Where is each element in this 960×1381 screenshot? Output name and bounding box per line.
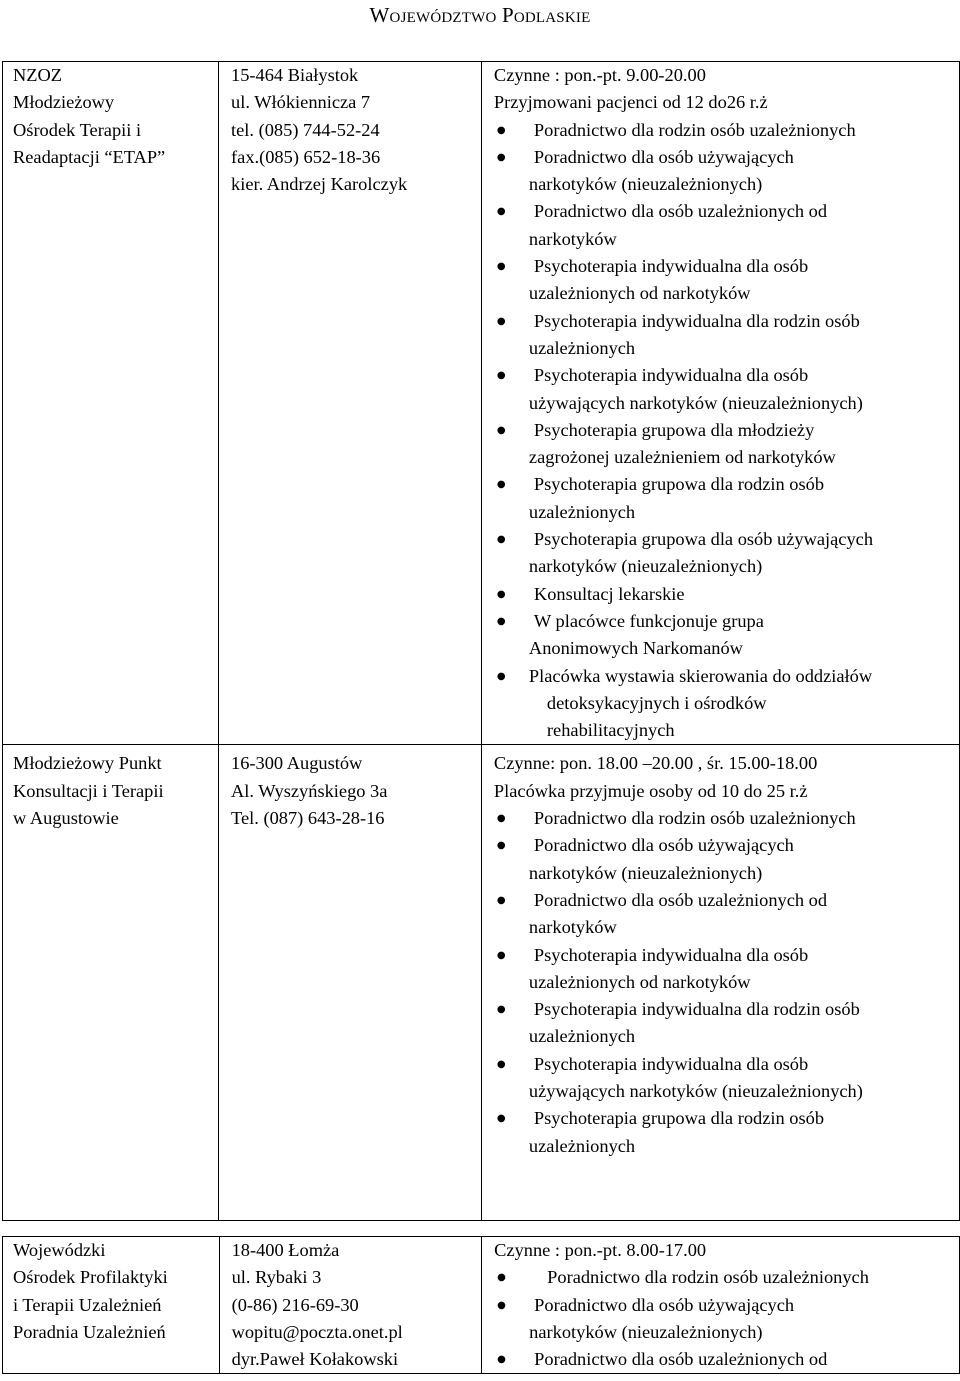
facility-services (481, 62, 959, 745)
service-item: ● Poradnictwo dla osób używających narkotyków (nieuzależnionych) (494, 1292, 959, 1347)
facility-contact (219, 62, 482, 745)
contact-line: tel. (085) 744-52-24 (231, 119, 380, 140)
age-line: Przyjmowani pacjenci od 12 do26 r.ż (493, 92, 768, 113)
service-item: ● Psychoterapia grupowa dla osób używających narkotyków (nieuzależnionych) (494, 526, 959, 581)
name-line: NZOZ (13, 65, 63, 85)
contact-line: 15-464 Białystok (231, 65, 359, 85)
facility-row-augustow (3, 745, 960, 1220)
facility-contact (219, 1237, 482, 1374)
name-line: Poradnia Uzależnień (13, 1321, 166, 1342)
facility-services (482, 1237, 960, 1374)
service-item: ● Psychoterapia indywidualna dla osób uzależnionych od narkotyków (494, 253, 959, 308)
page-title: Województwo Podlaskie (369, 3, 591, 27)
service-item: ● Psychoterapia indywidualna dla rodzin osób uzależnionych (494, 996, 959, 1051)
facility-name (3, 745, 219, 1220)
name-line: Młodzieżowy (13, 92, 115, 113)
contact-line: Tel. (087) 643-28-16 (231, 808, 385, 829)
service-item: ● Psychoterapia grupowa dla rodzin osób uzależnionych (494, 1105, 959, 1160)
service-item: ● Poradnictwo dla osób używających narkotyków (nieuzależnionych) (494, 832, 959, 887)
contact-line: ul. Włókiennicza 7 (231, 92, 371, 113)
service-item: ● Poradnictwo dla rodzin osób uzależnionych (494, 1264, 959, 1291)
services-list (494, 117, 959, 745)
service-item: ● Poradnictwo dla rodzin osób uzależnionych (494, 117, 959, 144)
service-item: ● Poradnictwo dla osób uzależnionych od (494, 1346, 959, 1373)
hours-line: Czynne : pon.-pt. 9.00-20.00 (493, 65, 706, 85)
facilities-table-continued (2, 1236, 960, 1374)
facilities-table (2, 61, 960, 1221)
name-line: Konsultacji i Terapii (13, 780, 164, 801)
services-list (494, 1264, 959, 1373)
facility-row-lomza (3, 1237, 960, 1374)
name-line: Ośrodek Terapii i (13, 119, 142, 140)
service-item: ● W placówce funkcjonuje grupa Anonimowych Narkomanów (494, 608, 959, 663)
service-item: ● Psychoterapia indywidualna dla osób uzależnionych od narkotyków (494, 942, 959, 997)
hours-line: Czynne: pon. 18.00 –20.00 , śr. 15.00-18.00 (493, 753, 818, 774)
name-line: Readaptacji “ETAP” (13, 146, 166, 167)
service-item: ● Poradnictwo dla osób uzależnionych od narkotyków (494, 198, 959, 253)
contact-line: Al. Wyszyńskiego 3a (231, 780, 388, 801)
email-line: wopitu@poczta.onet.pl (231, 1321, 403, 1342)
name-line: Młodzieżowy Punkt (13, 753, 162, 774)
facility-services (481, 745, 959, 1220)
contact-line: ul. Rybaki 3 (231, 1267, 322, 1288)
service-item: ● Placówka wystawia skierowania do oddziałów detoksykacyjnych i ośrodków rehabilitacyjnych (494, 663, 959, 745)
contact-line: (0-86) 216-69-30 (231, 1294, 359, 1315)
service-item: ● Poradnictwo dla osób uzależnionych od narkotyków (494, 887, 959, 942)
facility-contact (219, 745, 482, 1220)
contact-line: dyr.Paweł Kołakowski (231, 1349, 399, 1370)
service-item: ● Psychoterapia indywidualna dla rodzin osób uzależnionych (494, 308, 959, 363)
name-line: Wojewódzki (13, 1240, 106, 1260)
service-item: ● Psychoterapia indywidualna dla osób używających narkotyków (nieuzależnionych) (494, 362, 959, 417)
contact-line: kier. Andrzej Karolczyk (231, 174, 408, 195)
contact-line: fax.(085) 652-18-36 (231, 146, 381, 167)
facility-row-etap (3, 62, 960, 745)
age-line: Placówka przyjmuje osoby od 10 do 25 r.ż (493, 780, 808, 801)
service-item: ● Psychoterapia grupowa dla młodzieży zagrożonej uzależnieniem od narkotyków (494, 417, 959, 472)
services-list (494, 805, 959, 1160)
name-line: Ośrodek Profilaktyki (13, 1267, 168, 1288)
hours-line: Czynne : pon.-pt. 8.00-17.00 (494, 1240, 707, 1260)
facility-name (3, 1237, 220, 1374)
name-line: i Terapii Uzależnień (13, 1294, 162, 1315)
service-item: ● Konsultacj lekarskie (494, 581, 959, 608)
facility-name (3, 62, 219, 745)
service-item: ● Poradnictwo dla osób używających narkotyków (nieuzależnionych) (494, 144, 959, 199)
name-line: w Augustowie (13, 808, 119, 829)
service-item: ● Psychoterapia indywidualna dla osób używających narkotyków (nieuzależnionych) (494, 1051, 959, 1106)
service-item: ● Poradnictwo dla rodzin osób uzależnionych (494, 805, 959, 832)
contact-line: 18-400 Łomża (231, 1240, 340, 1260)
contact-line: 16-300 Augustów (231, 753, 363, 774)
service-item: ● Psychoterapia grupowa dla rodzin osób uzależnionych (494, 471, 959, 526)
